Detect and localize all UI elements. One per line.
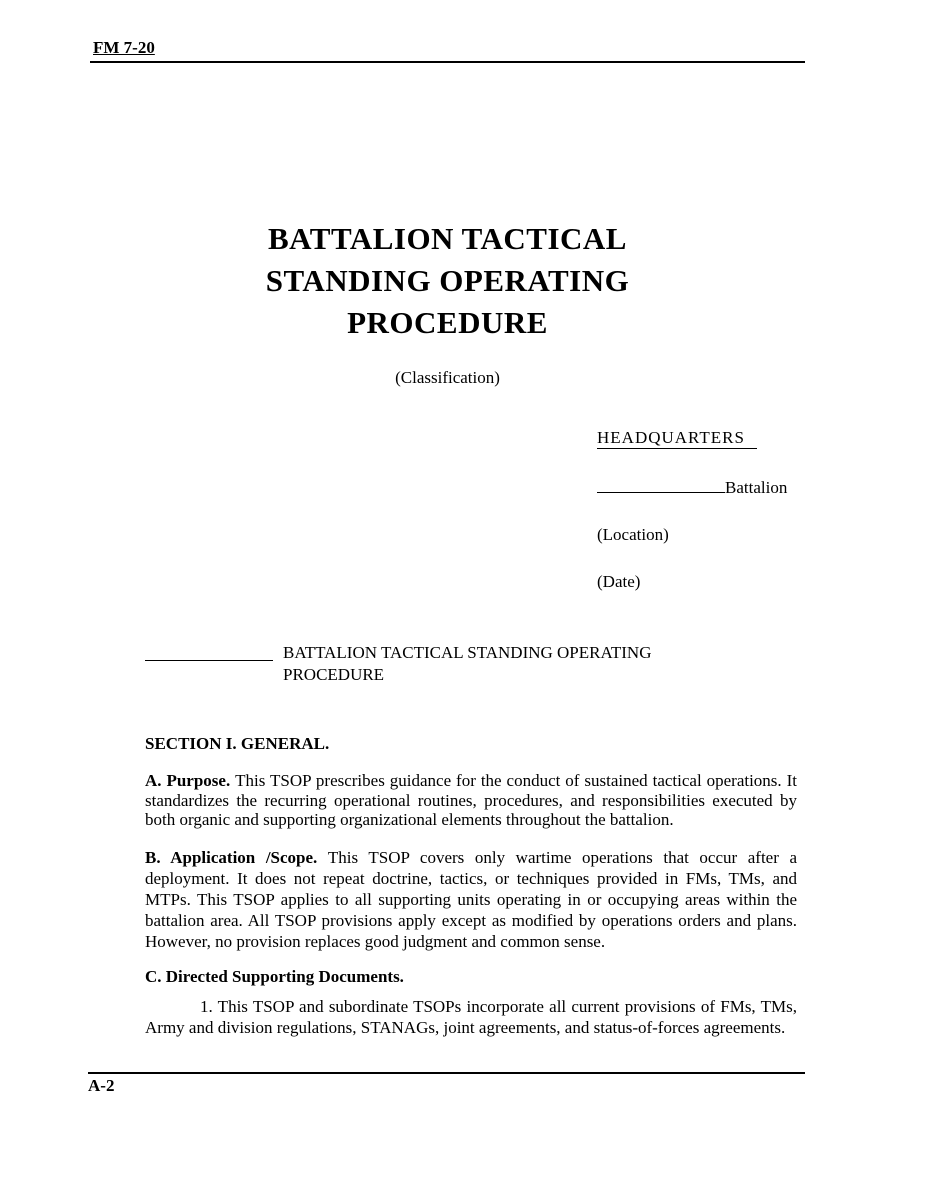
header-rule	[90, 61, 805, 63]
battalion-line	[597, 476, 805, 498]
footer-rule	[88, 1072, 805, 1074]
paragraph-b	[145, 847, 797, 952]
address-block	[597, 428, 805, 592]
classification-label: (Classification)	[395, 368, 500, 387]
paragraph-c1: 1. This TSOP and subordinate TSOPs incorporate all current provisions of FMs, TMs, Army and division regulations, STANAGs, joint agreements, and status-of-forces agreements.	[145, 996, 797, 1037]
title-line-2: STANDING OPERATING	[265, 263, 630, 298]
paragraph-b-text: This TSOP covers only wartime operations that occur after a deployment. It does not repeat doctrine, tactics, or techniques provided in FMs, TMs, and MTPs. This TSOP applies to all supporting units operating in or occupying areas within the battalion area. All TSOP provisions apply except as modified by operations orders and plans. However, no provision replaces good judgment and common sense.	[145, 847, 798, 951]
document-title	[90, 218, 805, 344]
subject-line	[145, 642, 805, 686]
title-line-3: PROCEDURE	[347, 305, 548, 340]
paragraph-a	[145, 771, 797, 830]
subject-text: BATTALION TACTICAL STANDING OPERATING PROCEDURE	[283, 643, 652, 684]
date-line: (Date)	[597, 572, 641, 591]
header-label: FM 7-20	[93, 38, 155, 57]
section-heading: SECTION I. GENERAL.	[145, 734, 330, 753]
paragraph-c-heading: C. Directed Supporting Documents.	[145, 966, 404, 986]
headquarters-line	[597, 428, 805, 449]
location-line: (Location)	[597, 525, 669, 544]
footer-label: A-2	[88, 1076, 115, 1095]
document-body	[145, 734, 797, 1039]
battalion-blank-underline	[597, 476, 725, 493]
page-footer	[88, 1072, 805, 1096]
battalion-label: Battalion	[725, 478, 788, 497]
headquarters-label: HEADQUARTERS	[597, 428, 757, 449]
paragraph-a-label: A. Purpose.	[145, 771, 231, 790]
paragraph-a-text: This TSOP prescribes guidance for the conduct of sustained tactical operations. It standardizes the recurring operational routines, procedures, and responsibilities executed by both organic and supporting organizational elements throughout the battalion.	[145, 771, 797, 829]
paragraph-b-label: B. Application /Scope.	[145, 847, 318, 867]
page-header	[90, 38, 805, 63]
subject-blank-underline	[145, 644, 273, 661]
title-line-1: BATTALION TACTICAL	[268, 221, 627, 256]
